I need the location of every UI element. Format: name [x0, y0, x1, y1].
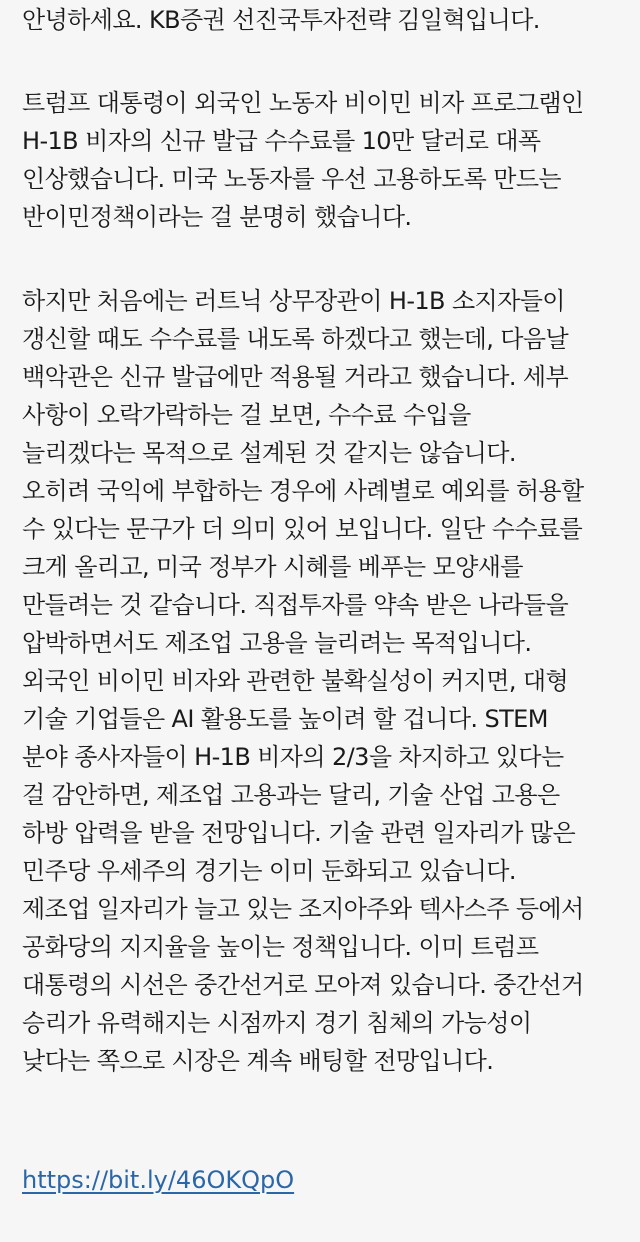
paragraph2-line: 낮다는 쪽으로 시장은 계속 배팅할 전망입니다. — [22, 1047, 494, 1075]
paragraph2-line: 하지만 처음에는 러트닉 상무장관이 H-1B 소지자들이 — [22, 287, 565, 315]
paragraph2-line: 만들려는 것 같습니다. 직접투자를 약속 받은 나라들을 — [22, 591, 569, 619]
paragraph2-line: 갱신할 때도 수수료를 내도록 하겠다고 했는데, 다음날 — [22, 325, 569, 353]
paragraph2-line: 백악관은 신규 발급에만 적용될 거라고 했습니다. 세부 — [22, 363, 569, 391]
paragraph2-line: 제조업 일자리가 늘고 있는 조지아주와 텍사스주 등에서 — [22, 895, 584, 923]
paragraph1-line: 인상했습니다. 미국 노동자를 우선 고용하도록 만드는 — [22, 165, 562, 193]
paragraph2-line: 수 있다는 문구가 더 의미 있어 보입니다. 일단 수수료를 — [22, 515, 583, 543]
short-url-link[interactable]: https://bit.ly/46OKQpO — [22, 1166, 295, 1194]
paragraph2-line: 분야 종사자들이 H-1B 비자의 2/3을 차지하고 있다는 — [22, 743, 564, 771]
paragraph2-line: 늘리겠다는 목적으로 설계된 것 같지는 않습니다. — [22, 439, 516, 467]
paragraph1-line: 트럼프 대통령이 외국인 노동자 비이민 비자 프로그램인 — [22, 89, 584, 117]
paragraph2-line: 크게 올리고, 미국 정부가 시혜를 베푸는 모양새를 — [22, 553, 523, 581]
paragraph1-line: H-1B 비자의 신규 발급 수수료를 10만 달러로 대폭 — [22, 127, 541, 155]
paragraph2-line: 오히려 국익에 부합하는 경우에 사례별로 예외를 허용할 — [22, 477, 584, 505]
paragraph1-line: 반이민정책이라는 걸 분명히 했습니다. — [22, 203, 412, 231]
greeting-line: 안녕하세요. KB증권 선진국투자전략 김일혁입니다. — [22, 6, 540, 34]
paragraph2-line: 승리가 유력해지는 시점까지 경기 침체의 가능성이 — [22, 1009, 532, 1037]
paragraph2-line: 기술 기업들은 AI 활용도를 높이려 할 겁니다. STEM — [22, 705, 548, 733]
paragraph2-line: 사항이 오락가락하는 걸 보면, 수수료 수입을 — [22, 401, 471, 429]
paragraph2-line: 공화당의 지지율을 높이는 정책입니다. 이미 트럼프 — [22, 933, 539, 961]
paragraph2-line: 압박하면서도 제조업 고용을 늘리려는 목적입니다. — [22, 629, 532, 657]
paragraph2-line: 외국인 비이민 비자와 관련한 불확실성이 커지면, 대형 — [22, 667, 569, 695]
paragraph2-line: 걸 감안하면, 제조업 고용과는 달리, 기술 산업 고용은 — [22, 781, 560, 809]
paragraph2-line: 하방 압력을 받을 전망입니다. 기술 관련 일자리가 많은 — [22, 819, 576, 847]
paragraph2-line: 민주당 우세주의 경기는 이미 둔화되고 있습니다. — [22, 857, 516, 885]
paragraph2-line: 대통령의 시선은 중간선거로 모아져 있습니다. 중간선거 — [22, 971, 584, 999]
